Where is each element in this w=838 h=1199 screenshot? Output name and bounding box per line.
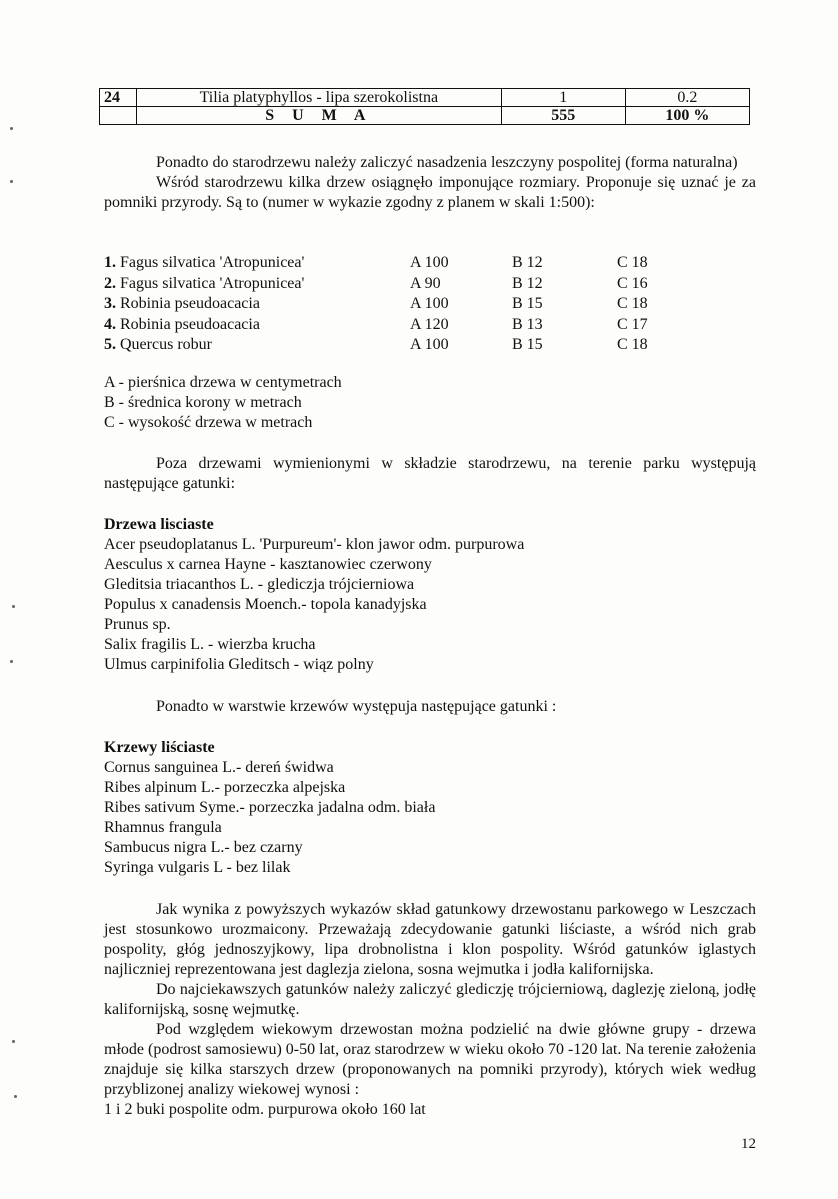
closing-section: [104, 900, 756, 1120]
section-heading: Drzewa lisciaste: [104, 516, 214, 533]
item-b: B 13: [512, 315, 543, 333]
list-item: Ulmus carpinifolia Gleditsch - wiąz polny: [104, 656, 374, 673]
table-sum-row: [100, 107, 750, 125]
list-item: Sambucus nigra L.- bez czarny: [104, 839, 303, 856]
species-name: Tilia platyphyllos - lipa szerokolistna: [137, 89, 502, 107]
list-item: Populus x canadensis Moench.- topola kanadyjska: [104, 596, 427, 613]
legend-c: C - wysokość drzewa w metrach: [104, 414, 313, 431]
list-item: Prunus sp.: [104, 616, 171, 633]
list-item: Ribes alpinum L.- porzeczka alpejska: [104, 779, 346, 796]
list-item: Rhamnus frangula: [104, 819, 222, 836]
item-name: Fagus silvatica 'Atropunicea': [120, 274, 305, 292]
closing-paragraph-2: Do najciekawszych gatunków należy zaliczyć glediczję trójcierniową, daglezję zieloną, jodłę kalifornijską, sosnę wejmutkę.: [104, 981, 756, 1018]
list-item: [104, 274, 664, 295]
intro-section: [104, 153, 756, 213]
list-item: [104, 294, 664, 315]
intro-paragraph-1: Ponadto do starodrzewu należy zaliczyć nasadzenia leszczyny pospolitej (forma naturalna): [156, 154, 738, 171]
scan-speck: [12, 605, 15, 608]
species-count: 1: [501, 89, 625, 107]
list-item: [104, 253, 664, 274]
item-number: 3.: [104, 295, 116, 312]
list-item: [104, 335, 664, 356]
section-heading: Krzewy liściaste: [104, 739, 215, 756]
deciduous-trees-section: [104, 515, 756, 675]
item-name: Robinia pseudoacacia: [120, 295, 260, 312]
shrubs-intro-paragraph: Ponadto w warstwie krzewów występuja następujące gatunki :: [156, 698, 557, 715]
item-c: C 16: [617, 274, 648, 292]
sum-count: 555: [501, 107, 625, 125]
monument-list: [104, 253, 664, 356]
page-number: 12: [741, 1136, 756, 1152]
item-name: Fagus silvatica 'Atropunicea': [120, 254, 305, 271]
item-c: C 18: [617, 254, 648, 271]
scan-speck: [14, 1095, 17, 1098]
shrubs-section: [104, 738, 756, 878]
list-item: Gleditsia triacanthos L. - glediczja trójcierniowa: [104, 576, 415, 593]
species-table: [99, 88, 750, 125]
closing-paragraph-4: 1 i 2 buki pospolite odm. purpurowa około 160 lat: [104, 1101, 426, 1118]
sum-label: S U M A: [137, 107, 502, 125]
list-item: Salix fragilis L. - wierzba krucha: [104, 636, 316, 653]
list-item: [104, 315, 664, 336]
item-number: 4.: [104, 315, 116, 333]
closing-paragraph-3: Pod względem wiekowym drzewostan można podzielić na dwie główne grupy - drzewa młode (podrost samosiewu) 0-50 lat, oraz starodrzew w wieku około 70 -120 lat. Na terenie założenia znajduje się kilka starszych drzew (proponowanych na pomniki przyrody), których wiek według przyblizonej analizy wiekowej wynosi :: [104, 1021, 756, 1098]
other-species-intro: [104, 454, 756, 494]
legend-b: B - średnica korony w metrach: [104, 394, 302, 411]
list-item: Syringa vulgaris L - bez lilak: [104, 859, 291, 876]
item-number: 5.: [104, 336, 116, 353]
scan-speck: [12, 1040, 15, 1043]
item-name: Robinia pseudoacacia: [120, 315, 260, 333]
species-percent: 0.2: [625, 89, 749, 107]
scan-speck: [10, 127, 13, 130]
other-intro-paragraph: Poza drzewami wymienionymi w składzie starodrzewu, na terenie parku występują następujące gatunki:: [104, 455, 756, 492]
item-b: B 15: [512, 336, 543, 353]
scan-speck: [10, 660, 13, 663]
item-number: 2.: [104, 274, 116, 292]
list-item: Aesculus x carnea Hayne - kasztanowiec czerwony: [104, 556, 432, 573]
list-item: Cornus sanguinea L.- dereń świdwa: [104, 759, 334, 776]
shrubs-intro: [104, 697, 756, 717]
item-a: A 100: [410, 295, 449, 312]
intro-paragraph-2: Wśród starodrzewu kilka drzew osiągnęło imponujące rozmiary. Proponuje się uznać je za pomniki przyrody. Są to (numer w wykazie zgodny z planem w skali 1:500):: [104, 174, 756, 211]
item-b: B 15: [512, 295, 543, 312]
row-number: 24: [100, 89, 137, 107]
empty-cell: [100, 107, 137, 125]
closing-paragraph-1: Jak wynika z powyższych wykazów skład gatunkowy drzewostanu parkowego w Leszczach jest stosunkowo urozmaicony. Przeważają zdecydowanie gatunki liściaste, a wśród nich grab pospolity, głóg jednoszyjkowy, lipa drobnolistna i klon pospolity. Wśród gatunków iglastych najliczniej reprezentowana jest daglezja zielona, sosna wejmutka i jodła kalifornijska.: [104, 901, 756, 978]
item-c: C 18: [617, 336, 648, 353]
legend-a: A - pierśnica drzewa w centymetrach: [104, 374, 342, 391]
item-name: Quercus robur: [120, 336, 212, 353]
item-b: B 12: [512, 254, 543, 271]
item-a: A 90: [410, 274, 441, 292]
list-item: Ribes sativum Syme.- porzeczka jadalna odm. biała: [104, 799, 436, 816]
sum-percent: 100 %: [625, 107, 749, 125]
list-item: Acer pseudoplatanus L. 'Purpureum'- klon jawor odm. purpurowa: [104, 536, 525, 553]
item-number: 1.: [104, 254, 116, 271]
scan-speck: [10, 180, 13, 183]
table-row: [100, 89, 750, 107]
item-b: B 12: [512, 274, 543, 292]
item-a: A 100: [410, 336, 449, 353]
item-c: C 17: [617, 315, 648, 333]
item-a: A 120: [410, 315, 449, 333]
item-a: A 100: [410, 254, 449, 271]
item-c: C 18: [617, 295, 648, 312]
legend: [104, 373, 756, 433]
